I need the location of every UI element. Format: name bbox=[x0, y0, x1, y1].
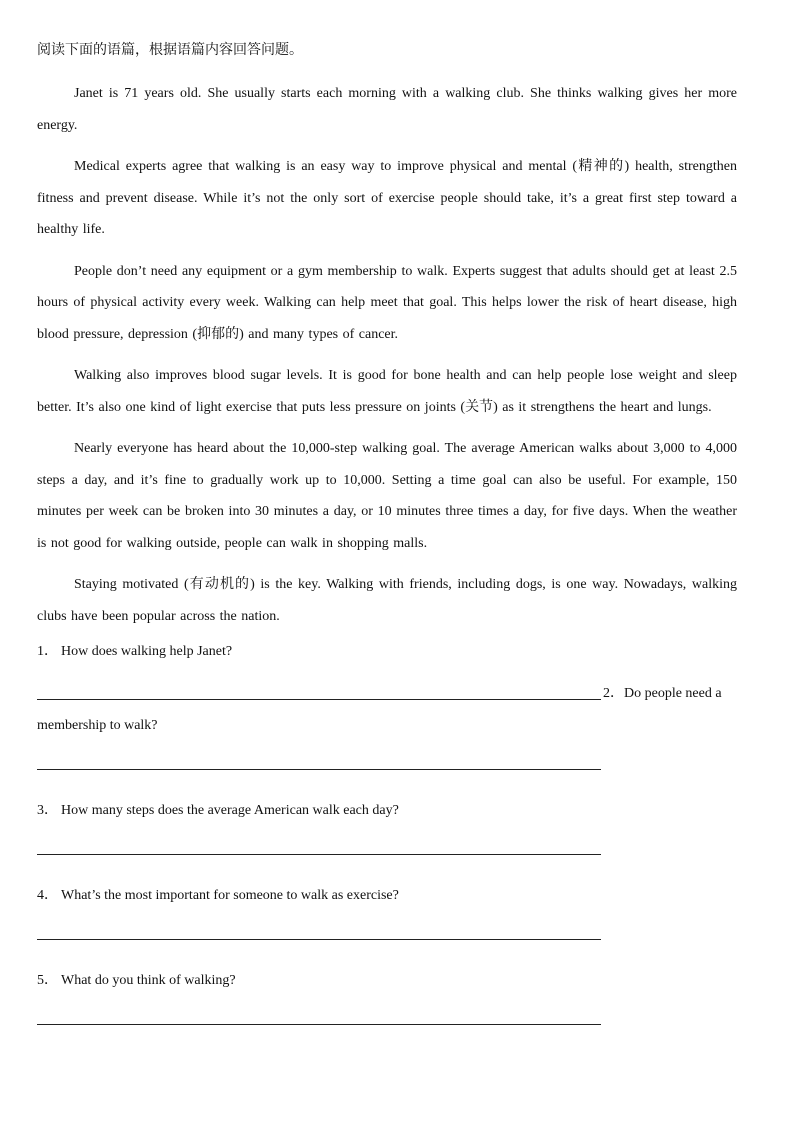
question-1-answer-row bbox=[37, 684, 737, 704]
answer-line-5[interactable] bbox=[37, 1023, 601, 1025]
reading-passage bbox=[37, 78, 737, 632]
question-5-text: What do you think of walking? bbox=[61, 973, 236, 988]
question-5 bbox=[37, 971, 737, 991]
question-1-text: How does walking help Janet? bbox=[61, 644, 233, 659]
passage-paragraph-4: Walking also improves blood sugar levels. It is good for bone health and can help people lose weight and sleep better. It’s also one kind of light exercise that puts less pressure on joints (关节) as it strengthens the heart and lungs. bbox=[37, 368, 737, 415]
passage-paragraph-1: Janet is 71 years old. She usually starts each morning with a walking club. She thinks walking gives her more energy. bbox=[37, 86, 737, 133]
questions-section bbox=[37, 642, 737, 1025]
instruction-text: 阅读下面的语篇，根据语篇内容回答问题。 bbox=[37, 42, 303, 58]
question-2-text-inline: Do people need a bbox=[624, 686, 722, 701]
question-3-text: How many steps does the average American walk each day? bbox=[61, 803, 399, 818]
passage-paragraph-2: Medical experts agree that walking is an easy way to improve physical and mental (精神的) health, strengthen fitness and prevent disease. While it’s not the only sort of exercise people should take, it’s a great first step toward a healthy life. bbox=[37, 159, 737, 237]
question-1-number: 1． bbox=[37, 644, 58, 659]
passage-paragraph-3: People don’t need any equipment or a gym membership to walk. Experts suggest that adults should get at least 2.5 hours of physical activity every week. Walking can help meet that goal. This helps lower the risk of heart disease, high blood pressure, depression (抑郁的) and many types of cancer. bbox=[37, 263, 737, 342]
question-2-continuation: membership to walk? bbox=[37, 718, 158, 733]
question-4-text: What’s the most important for someone to walk as exercise? bbox=[61, 888, 399, 903]
answer-line-3[interactable] bbox=[37, 853, 601, 855]
passage-paragraph-5: Nearly everyone has heard about the 10,000-step walking goal. The average American walks about 3,000 to 4,000 steps a day, and it’s fine to gradually work up to 10,000. Setting a time goal can also be useful. For example, 150 minutes per week can be broken into 30 minutes a day, or 10 minutes three times a day, for five days. When the weather is not good for walking outside, people can walk in shopping malls. bbox=[37, 441, 737, 551]
answer-line-2[interactable] bbox=[37, 768, 601, 770]
worksheet-page bbox=[37, 40, 737, 1025]
question-2-start bbox=[601, 684, 722, 704]
question-3 bbox=[37, 801, 737, 821]
question-5-number: 5． bbox=[37, 973, 58, 988]
question-3-number: 3． bbox=[37, 803, 58, 818]
question-4 bbox=[37, 886, 737, 906]
answer-line-1[interactable] bbox=[37, 698, 601, 700]
question-1 bbox=[37, 642, 737, 662]
question-2-number: 2． bbox=[603, 686, 624, 701]
passage-paragraph-6: Staying motivated (有动机的) is the key. Walking with friends, including dogs, is one way. Nowadays, walking clubs have been popular across the nation. bbox=[37, 577, 737, 624]
question-4-number: 4． bbox=[37, 888, 58, 903]
answer-line-4[interactable] bbox=[37, 938, 601, 940]
